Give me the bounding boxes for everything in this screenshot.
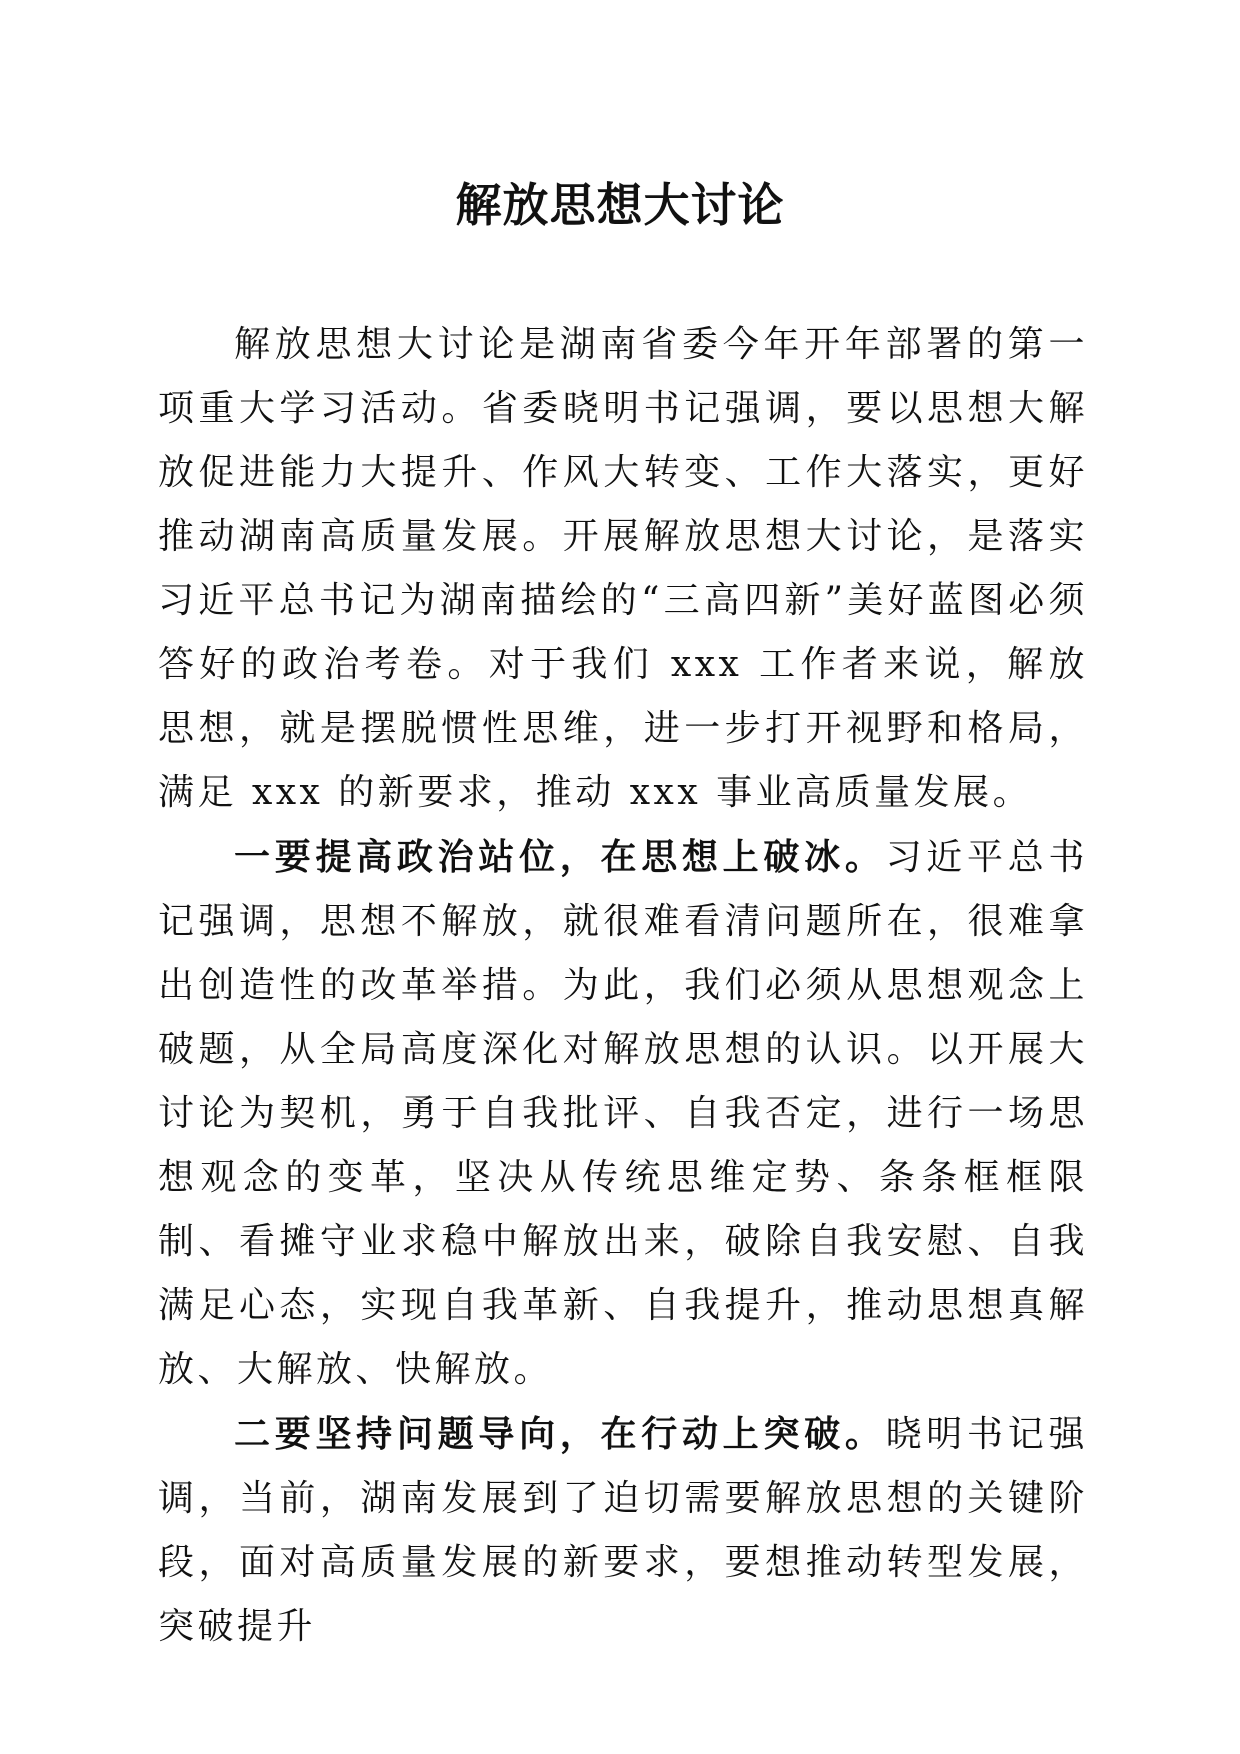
document-body [158,312,1088,1659]
paragraph-text: 晓明书记强调，当前，湖南发展到了迫切需要解放思想的关键阶段，面对高质量发展的新要求，要想推动转型发展，突破提升 [158,1414,1088,1647]
document-title: 解放思想大讨论 [455,178,785,232]
paragraph-intro [158,312,1088,825]
paragraph-text: 习近平总书记强调，思想不解放，就很难看清问题所在，很难拿出创造性的改革举措。为此，我们必须从思想观念上破题，从全局高度深化对解放思想的认识。以开展大讨论为契机，勇于自我批评、自我否定，进行一场思想观念的变革，坚决从传统思维定势、条条框框限制、看摊守业求稳中解放出来，破除自我安慰、自我满足心态，实现自我革新、自我提升，推动思想真解放、大解放、快解放。 [158,837,1088,1390]
paragraph-lead: 一要提高政治站位，在思想上破冰。 [234,836,886,878]
paragraph-point-one [158,825,1088,1402]
paragraph-point-two [158,1402,1088,1659]
paragraph-text: 解放思想大讨论是湖南省委今年开年部署的第一项重大学习活动。省委晓明书记强调，要以思想大解放促进能力大提升、作风大转变、工作大落实，更好推动湖南高质量发展。开展解放思想大讨论，是落实习近平总书记为湖南描绘的“三高四新”美好蓝图必须答好的政治考卷。对于我们 xxx 工作者来说，解放思想，就是摆脱惯性思维，进一步打开视野和格局，满足 xxx 的新要求，推动 xxx 事业高质量发展。 [158,324,1088,813]
paragraph-lead: 二要坚持问题导向，在行动上突破。 [234,1413,886,1455]
